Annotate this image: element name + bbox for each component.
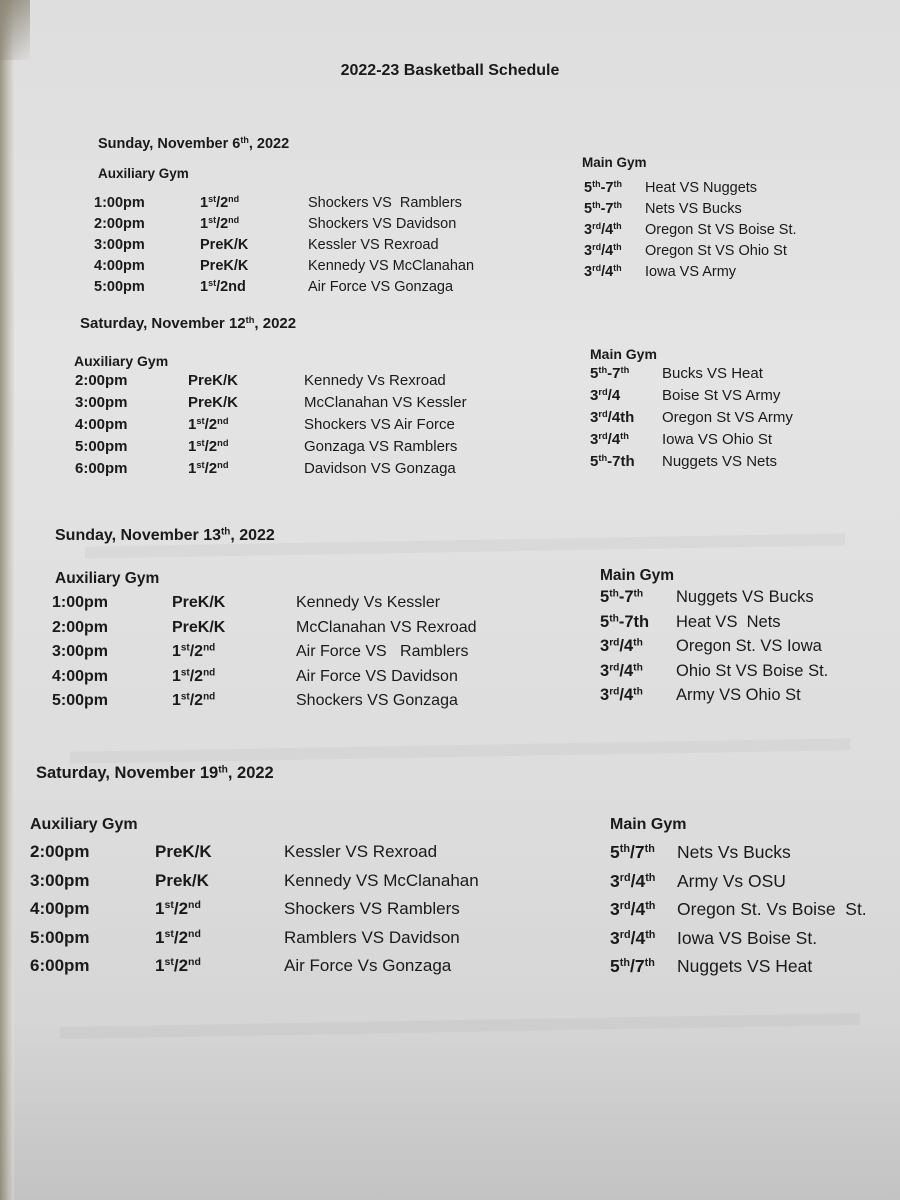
matchup: Heat VS Nets xyxy=(676,612,781,631)
main-game-row xyxy=(600,686,890,711)
matchup: Davidson VS Gonzaga xyxy=(304,460,456,477)
aux-game-row xyxy=(52,643,556,668)
game-time: 5:00pm xyxy=(52,692,109,709)
matchup: Shockers VS Air Force xyxy=(304,416,455,433)
aux-game-row xyxy=(75,438,564,460)
matchup: Iowa VS Ohio St xyxy=(662,431,773,448)
grade-level: 3rd/4th xyxy=(610,927,656,948)
page-title: 2022-23 Basketball Schedule xyxy=(340,62,560,79)
grade-level: 5th/7th xyxy=(610,842,655,862)
grade-level: 5th-7th xyxy=(584,200,622,217)
matchup: Air Force VS Davidson xyxy=(296,667,458,685)
matchup: Oregon St VS Army xyxy=(662,409,793,426)
main-game-row xyxy=(584,201,890,222)
grade-level: 3rd/4th xyxy=(610,899,656,919)
main-gym-label: Main Gym xyxy=(582,155,647,170)
paper-corner-shadow xyxy=(0,0,30,60)
matchup: Kessler VS Rexroad xyxy=(308,237,439,253)
matchup: Iowa VS Boise St. xyxy=(677,927,818,948)
main-game-row xyxy=(584,222,890,243)
matchup: Air Force VS Ramblers xyxy=(296,643,469,660)
game-time: 2:00pm xyxy=(52,618,109,636)
main-gym-label: Main Gym xyxy=(590,346,657,362)
matchup: Shockers VS Gonzaga xyxy=(296,692,458,709)
main-game-row xyxy=(590,431,890,453)
matchup: Kennedy VS McClanahan xyxy=(308,258,475,274)
day-heading: Saturday, November 12th, 2022 xyxy=(80,314,297,332)
grade-level: 3rd/4 xyxy=(590,386,621,404)
aux-game-row xyxy=(30,956,544,985)
matchup: Nets Vs Bucks xyxy=(677,842,791,862)
game-time: 3:00pm xyxy=(94,237,145,253)
game-time: 4:00pm xyxy=(30,899,90,918)
game-time: 2:00pm xyxy=(75,372,128,389)
matchup: Iowa VS Army xyxy=(645,264,737,280)
aux-game-row xyxy=(52,594,556,619)
grade-level: 3rd/4th xyxy=(584,263,622,280)
grade-level: 1st/2nd xyxy=(200,215,240,232)
matchup: Army Vs OSU xyxy=(677,870,786,891)
matchup: Kennedy VS McClanahan xyxy=(284,870,479,890)
grade-level: 1st/2nd xyxy=(188,459,229,477)
matchup: Ramblers VS Davidson xyxy=(284,927,460,947)
matchup: Boise St VS Army xyxy=(662,387,781,404)
auxiliary-gym-label: Auxiliary Gym xyxy=(55,570,160,587)
grade-level: 3rd/4th xyxy=(600,661,643,680)
grade-level: 1st/2nd xyxy=(172,691,216,709)
aux-game-row xyxy=(30,842,544,871)
matchup: Oregon St. Vs Boise St. xyxy=(677,899,867,919)
aux-game-row xyxy=(75,460,564,482)
aux-game-row xyxy=(30,928,544,957)
main-game-row xyxy=(590,387,890,409)
grade-level: 1st/2nd xyxy=(200,278,246,295)
aux-game-row xyxy=(94,237,568,258)
main-game-row xyxy=(590,365,890,387)
matchup: Oregon St VS Boise St. xyxy=(645,222,797,238)
main-gym-label: Main Gym xyxy=(610,816,687,833)
aux-game-row xyxy=(94,195,568,216)
aux-game-row xyxy=(94,216,568,237)
aux-game-row xyxy=(94,258,568,279)
main-gym-label: Main Gym xyxy=(600,567,675,584)
page-shadow xyxy=(0,1020,900,1200)
aux-game-row xyxy=(52,619,556,644)
main-game-row xyxy=(584,264,890,285)
game-time: 6:00pm xyxy=(30,956,90,975)
day-heading: Sunday, November 6th, 2022 xyxy=(98,135,290,152)
grade-level: 3rd/4th xyxy=(590,408,635,426)
game-time: 4:00pm xyxy=(75,416,128,433)
grade-level: 1st/2nd xyxy=(155,956,201,975)
matchup: Shockers VS Ramblers xyxy=(308,195,462,211)
aux-game-row xyxy=(75,416,564,438)
main-game-row xyxy=(610,956,890,985)
grade-level: 1st/2nd xyxy=(200,194,240,211)
matchup: Oregon St VS Ohio St xyxy=(645,243,787,259)
main-game-row xyxy=(600,637,890,662)
grade-level: PreK/K xyxy=(172,618,226,636)
aux-game-row xyxy=(75,394,564,416)
grade-level: 1st/2nd xyxy=(172,642,216,660)
auxiliary-gym-label: Auxiliary Gym xyxy=(98,166,189,181)
game-time: 3:00pm xyxy=(52,643,109,660)
grade-level: 5th-7th xyxy=(600,588,644,606)
main-game-row xyxy=(600,613,890,638)
aux-game-row xyxy=(30,899,544,928)
main-game-row xyxy=(600,662,890,687)
matchup: Gonzaga VS Ramblers xyxy=(304,438,458,455)
matchup: Kessler VS Rexroad xyxy=(284,842,438,861)
matchup: Nets VS Bucks xyxy=(645,201,742,217)
main-game-row xyxy=(610,928,890,957)
day-heading: Sunday, November 13th, 2022 xyxy=(55,526,275,544)
auxiliary-gym-label: Auxiliary Gym xyxy=(30,816,138,833)
main-game-row xyxy=(584,243,890,264)
game-time: 1:00pm xyxy=(52,594,109,611)
matchup: Ohio St VS Boise St. xyxy=(676,661,829,680)
bleed-through-line xyxy=(70,738,850,764)
grade-level: 3rd/4th xyxy=(610,870,656,891)
game-time: 1:00pm xyxy=(94,195,145,211)
game-time: 4:00pm xyxy=(52,667,109,685)
main-game-row xyxy=(610,842,890,871)
grade-level: 1st/2nd xyxy=(188,437,229,455)
aux-game-row xyxy=(94,279,568,300)
main-game-row xyxy=(610,899,890,928)
grade-level: 3rd/4th xyxy=(584,242,622,259)
main-game-row xyxy=(590,453,890,475)
matchup: McClanahan VS Rexroad xyxy=(296,618,477,636)
matchup: Oregon St. VS Iowa xyxy=(676,637,822,655)
game-time: 3:00pm xyxy=(30,870,90,890)
main-game-row xyxy=(584,180,890,201)
game-time: 4:00pm xyxy=(94,258,145,274)
matchup: Nuggets VS Heat xyxy=(677,956,813,976)
matchup: Army VS Ohio St xyxy=(676,686,801,704)
main-game-row xyxy=(610,871,890,900)
grade-level: 3rd/4th xyxy=(600,686,643,704)
grade-level: 5th-7th xyxy=(600,612,650,631)
grade-level: 3rd/4th xyxy=(590,430,629,448)
grade-level: Prek/K xyxy=(155,870,209,890)
game-time: 2:00pm xyxy=(94,216,145,232)
matchup: Kennedy Vs Kessler xyxy=(296,594,441,611)
grade-level: PreK/K xyxy=(200,237,249,253)
aux-game-row xyxy=(52,692,556,717)
main-game-row xyxy=(600,588,890,613)
grade-level: 1st/2nd xyxy=(188,415,229,433)
grade-level: 1st/2nd xyxy=(155,927,201,947)
grade-level: PreK/K xyxy=(172,594,226,611)
day-heading: Saturday, November 19th, 2022 xyxy=(36,764,274,782)
matchup: Kennedy Vs Rexroad xyxy=(304,372,446,389)
grade-level: 5th-7th xyxy=(590,364,630,382)
grade-level: 5th/7th xyxy=(610,956,655,976)
matchup: Shockers VS Ramblers xyxy=(284,899,460,918)
game-time: 6:00pm xyxy=(75,460,128,477)
matchup: Nuggets VS Nets xyxy=(662,453,778,470)
matchup: Nuggets VS Bucks xyxy=(676,588,814,606)
aux-game-row xyxy=(30,871,544,900)
matchup: Air Force VS Gonzaga xyxy=(308,279,454,295)
grade-level: 1st/2nd xyxy=(172,667,216,685)
aux-game-row xyxy=(52,668,556,693)
game-time: 5:00pm xyxy=(94,279,145,295)
matchup: Heat VS Nuggets xyxy=(645,180,758,196)
aux-game-row xyxy=(75,372,564,394)
matchup: Bucks VS Heat xyxy=(662,365,763,382)
game-time: 2:00pm xyxy=(30,842,90,861)
matchup: Shockers VS Davidson xyxy=(308,216,457,232)
grade-level: PreK/K xyxy=(188,372,239,389)
grade-level: 3rd/4th xyxy=(584,221,622,238)
grade-level: 5th-7th xyxy=(584,179,622,196)
game-time: 5:00pm xyxy=(30,927,90,947)
grade-level: 5th-7th xyxy=(590,452,635,470)
matchup: Air Force Vs Gonzaga xyxy=(284,956,452,975)
matchup: McClanahan VS Kessler xyxy=(304,394,467,411)
game-time: 5:00pm xyxy=(75,438,128,455)
grade-level: 3rd/4th xyxy=(600,637,643,655)
main-game-row xyxy=(590,409,890,431)
grade-level: PreK/K xyxy=(188,394,239,411)
auxiliary-gym-label: Auxiliary Gym xyxy=(74,353,169,369)
grade-level: PreK/K xyxy=(155,842,212,861)
grade-level: PreK/K xyxy=(200,258,249,274)
grade-level: 1st/2nd xyxy=(155,899,201,918)
game-time: 3:00pm xyxy=(75,394,128,411)
